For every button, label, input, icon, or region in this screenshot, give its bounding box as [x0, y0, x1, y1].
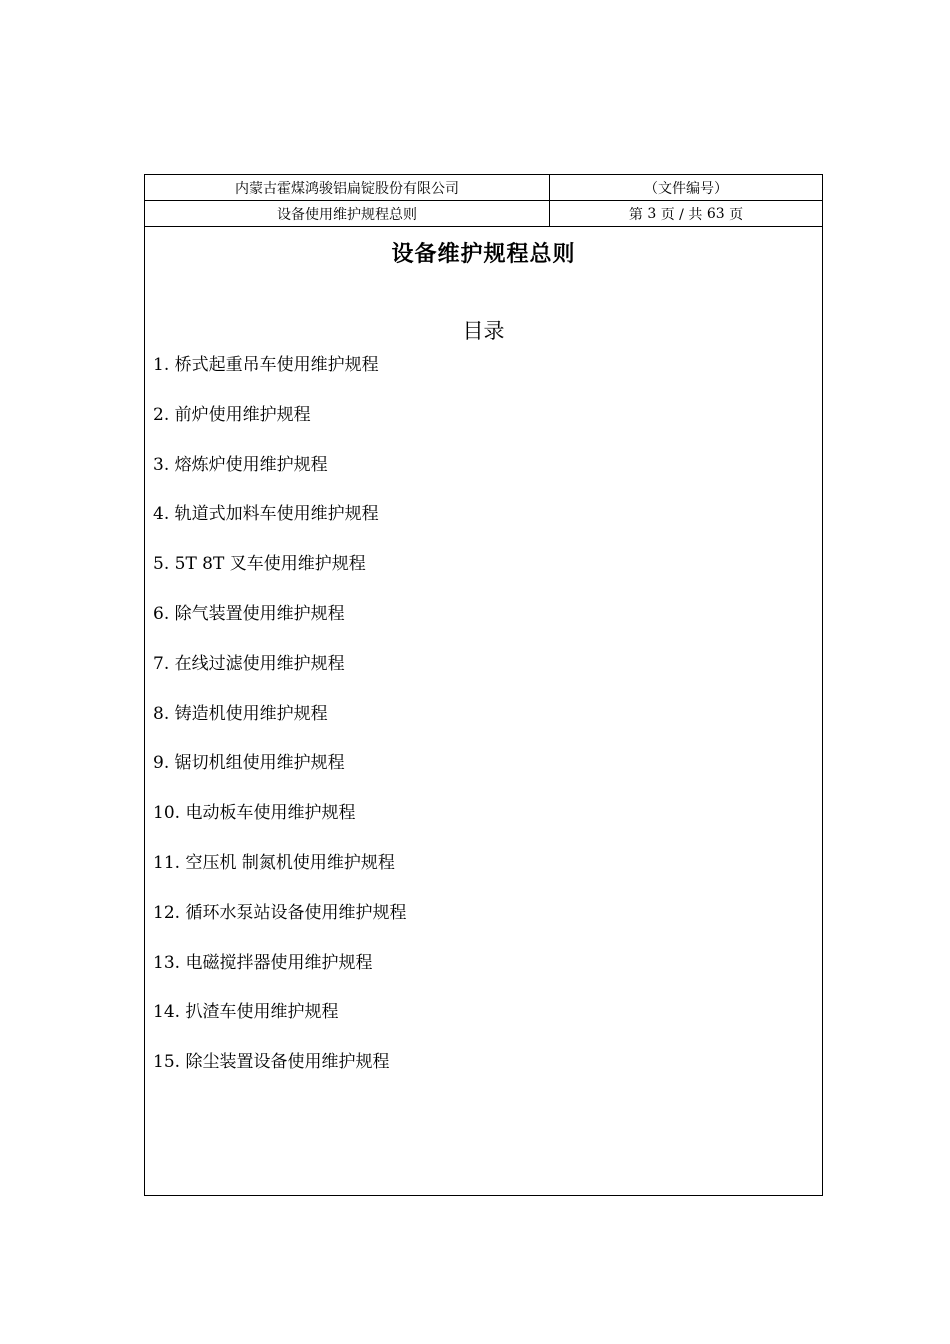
toc-item[interactable]: 7. 在线过滤使用维护规程	[153, 653, 345, 674]
header-row-company	[145, 175, 822, 201]
toc-item[interactable]: 12. 循环水泵站设备使用维护规程	[153, 902, 407, 923]
document-frame	[144, 174, 823, 1196]
page-label-mid: 页 / 共	[660, 206, 703, 223]
toc-item[interactable]: 11. 空压机 制氮机使用维护规程	[153, 852, 395, 873]
toc-heading: 目录	[462, 319, 505, 343]
toc-item[interactable]: 1. 桥式起重吊车使用维护规程	[153, 355, 379, 375]
company-name: 内蒙古霍煤鸿骏铝扁锭股份有限公司	[145, 175, 550, 200]
page-current: 3	[647, 205, 657, 222]
toc-item[interactable]: 10. 电动板车使用维护规程	[153, 803, 356, 824]
toc-item[interactable]: 2. 前炉使用维护规程	[153, 404, 311, 425]
toc-item[interactable]: 14. 扒渣车使用维护规程	[153, 1002, 339, 1023]
toc-item[interactable]: 4. 轨道式加料车使用维护规程	[153, 504, 379, 525]
toc-item[interactable]: 9. 锯切机组使用维护规程	[153, 753, 345, 774]
toc-item[interactable]: 8. 铸造机使用维护规程	[153, 703, 328, 724]
page-number	[550, 201, 822, 226]
file-number: （文件编号）	[644, 180, 728, 197]
page-label-suffix: 页	[729, 206, 744, 223]
document-title: 设备维护规程总则	[391, 241, 576, 267]
toc-item[interactable]: 13. 电磁搅拌器使用维护规程	[153, 952, 373, 973]
page-label-prefix: 第	[628, 206, 643, 223]
page-total: 63	[706, 205, 725, 222]
toc-item[interactable]: 3. 熔炼炉使用维护规程	[153, 454, 328, 475]
toc-list	[153, 350, 406, 1097]
toc-item[interactable]: 6. 除气装置使用维护规程	[153, 603, 345, 624]
toc-item[interactable]: 5. 5T 8T 叉车使用维护规程	[153, 554, 366, 575]
document-name: 设备使用维护规程总则	[145, 201, 550, 226]
toc-item[interactable]: 15. 除尘装置设备使用维护规程	[153, 1052, 390, 1073]
header-row-document	[145, 201, 822, 227]
